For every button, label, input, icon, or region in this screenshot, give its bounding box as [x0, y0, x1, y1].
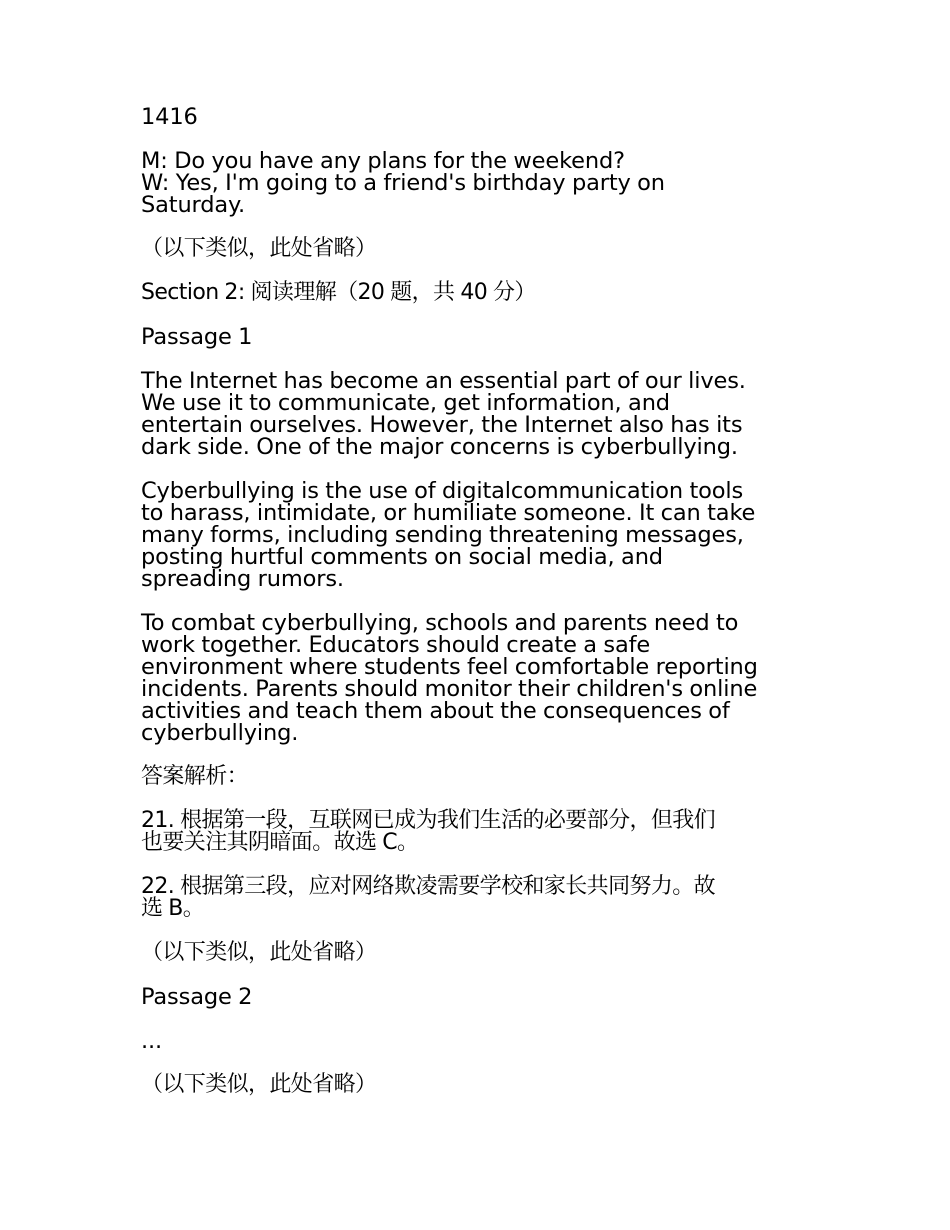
dialogue-w-line-2: Saturday. [141, 192, 245, 218]
passage-1-paragraph-1 [141, 370, 813, 458]
omitted-note-3: （以下类似，此处省略） [141, 1072, 377, 1097]
document-page [141, 106, 813, 1118]
passage-1-paragraph-2 [141, 480, 813, 590]
paragraph-line: incidents. Parents should monitor their children's online [141, 676, 758, 702]
paragraph-line: To combat cyberbullying, schools and parents need to [141, 610, 739, 636]
paragraph-line: environment where students feel comfortable reporting [141, 654, 758, 680]
omitted-note-1: （以下类似，此处省略） [141, 236, 377, 261]
page-number: 1416 [141, 104, 198, 130]
dialogue-m-line: M: Do you have any plans for the weekend? [141, 148, 625, 174]
answer-line: 也要关注其阴暗面。故选 C。 [141, 830, 419, 855]
paragraph-line: activities and teach them about the consequences of [141, 698, 730, 724]
answer-heading: 答案解析： [141, 764, 249, 789]
answer-line: 选 B。 [141, 896, 205, 921]
dialogue [141, 150, 813, 216]
dialogue-w-line-1: W: Yes, I'm going to a friend's birthday party on [141, 170, 665, 196]
answer-line: 22. 根据第三段，应对网络欺凌需要学校和家长共同努力。故 [141, 874, 716, 899]
answer-22 [141, 876, 813, 920]
paragraph-line: to harass, intimidate, or humiliate someone. It can take [141, 500, 756, 526]
paragraph-line: Cyberbullying is the use of digitalcommunication tools [141, 478, 744, 504]
paragraph-line: work together. Educators should create a safe [141, 632, 651, 658]
passage-2-title: Passage 2 [141, 984, 253, 1010]
paragraph-line: cyberbullying. [141, 720, 299, 746]
paragraph-line: posting hurtful comments on social media, and [141, 544, 663, 570]
paragraph-line: We use it to communicate, get information, and [141, 390, 670, 416]
omitted-note-2: （以下类似，此处省略） [141, 940, 377, 965]
answer-line: 21. 根据第一段，互联网已成为我们生活的必要部分，但我们 [141, 808, 716, 833]
passage-1-title: Passage 1 [141, 324, 253, 350]
passage-2-ellipsis: ... [141, 1028, 163, 1054]
answer-21 [141, 810, 813, 854]
paragraph-line: dark side. One of the major concerns is cyberbullying. [141, 434, 738, 460]
paragraph-line: many forms, including sending threatening messages, [141, 522, 744, 548]
section-heading: Section 2: 阅读理解（20 题，共 40 分） [141, 280, 536, 305]
paragraph-line: spreading rumors. [141, 566, 344, 592]
paragraph-line: entertain ourselves. However, the Internet also has its [141, 412, 743, 438]
passage-1-paragraph-3 [141, 612, 813, 744]
paragraph-line: The Internet has become an essential part of our lives. [141, 368, 746, 394]
